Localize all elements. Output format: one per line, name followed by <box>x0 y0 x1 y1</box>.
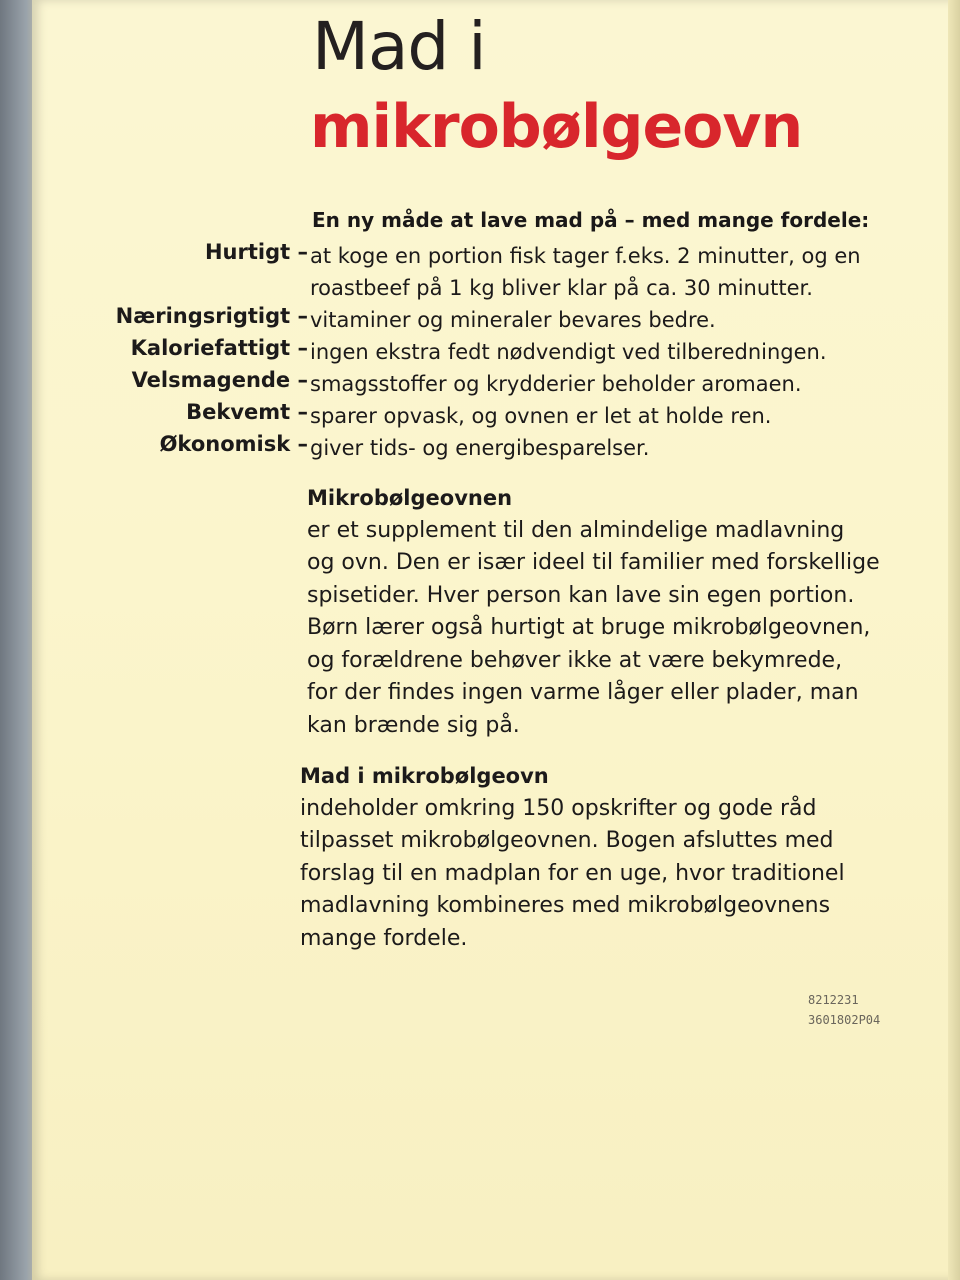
benefit-row <box>0 400 960 432</box>
benefit-term: Hurtigt – <box>204 240 308 264</box>
section-heading: Mad i mikrobølgeovn <box>300 764 549 788</box>
section-mikrobolgeovnen <box>307 482 927 742</box>
benefit-row <box>0 432 960 464</box>
benefit-description: smagsstoffer og krydderier beholder aromaen. <box>310 372 802 396</box>
benefits-list <box>0 240 960 464</box>
section-mad-i-mikrobolgeovn <box>300 760 920 955</box>
benefit-term: Økonomisk – <box>159 432 308 456</box>
benefit-description: at koge en portion fisk tager f.eks. 2 minutter, og en roastbeef på 1 kg bliver klar på ca. 30 minutter. <box>310 244 861 300</box>
benefit-term: Velsmagende – <box>131 368 308 392</box>
benefit-description: sparer opvask, og ovnen er let at holde ren. <box>310 404 772 428</box>
title-line-2: mikrobølgeovn <box>310 92 803 162</box>
benefit-row <box>0 240 960 304</box>
catalog-codes: 8212231 3601802P04 <box>808 993 881 1027</box>
benefit-description: ingen ekstra fedt nødvendigt ved tilberedningen. <box>310 340 827 364</box>
benefit-term: Bekvemt – <box>186 400 308 424</box>
benefit-description: vitaminer og mineraler bevares bedre. <box>310 308 716 332</box>
section-heading: Mikrobølgeovnen <box>307 486 513 510</box>
intro-text: En ny måde at lave mad på – med mange fordele: <box>312 208 870 232</box>
benefit-row <box>0 304 960 336</box>
section-body: er et supplement til den almindelige madlavning og ovn. Den er især ideel til familier med forskellige spisetider. Hver person kan lave sin egen portion. Børn lærer også hurtigt at bruge mikrobølgeovnen, og forældrene behøver ikke at være bekymrede, for der findes ingen varme låger eller plader, man kan brænde sig på. <box>307 517 880 738</box>
title-line-1: Mad i <box>312 8 486 85</box>
benefit-term: Næringsrigtigt – <box>115 304 308 328</box>
benefit-term: Kaloriefattigt – <box>130 336 308 360</box>
section-body: indeholder omkring 150 opskrifter og gode råd tilpasset mikrobølgeovnen. Bogen afsluttes med forslag til en madplan for en uge, hvor traditionel madlavning kombineres med mikrobølgeovnens mange fordele. <box>300 795 845 951</box>
page-edge <box>948 0 960 1280</box>
benefit-row <box>0 336 960 368</box>
benefit-row <box>0 368 960 400</box>
benefit-description: giver tids- og energibesparelser. <box>310 436 650 460</box>
